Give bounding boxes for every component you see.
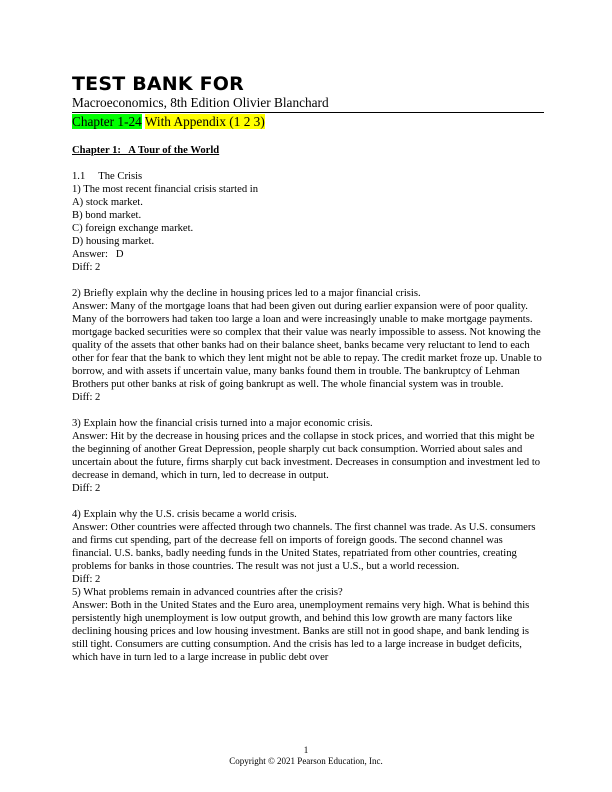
chapter-range — [72, 114, 544, 130]
answer-option: C) foreign exchange market. — [72, 223, 194, 234]
book-subtitle: Macroeconomics, 8th Edition Olivier Blanchard — [72, 95, 544, 113]
chapter-range-highlight: Chapter 1-24 — [72, 114, 142, 129]
test-bank-title: TEST BANK FOR — [72, 73, 244, 95]
difficulty: Diff: 2 — [72, 262, 101, 273]
question-text: 4) Explain why the U.S. crisis became a world crisis. — [72, 509, 297, 520]
difficulty: Diff: 2 — [72, 483, 101, 494]
chapter-heading: Chapter 1: A Tour of the World — [72, 145, 220, 156]
difficulty: Diff: 2 — [72, 574, 101, 585]
question-3 — [72, 417, 544, 495]
difficulty: Diff: 2 — [72, 392, 101, 403]
appendix-highlight: With Appendix (1 2 3) — [144, 114, 265, 129]
answer-text: Answer: Both in the United States and the Euro area, unemployment remains very high. What is behind this persistently high unemployment is low output growth, and behind this low growth are many factors like declining housing prices and low housing investment. Banks are still not in good shape, and bank lending is still tight. Consumers are cutting consumption. And the crisis has led to a large increase in budget deficits, which have in turn led to a large increase in public debt over — [72, 600, 530, 663]
answer-text: Answer: Many of the mortgage loans that had been given out during earlier expansion were of poor quality. Many of the borrowers had taken too large a loan and were increasingly unable to make mortgage payments. mortgage backed securities were so complex that their value was nearly impossible to assess. Not knowing the quality of the assets that other banks had on their balance sheet, banks became very reluctant to lend to each other for fear that the bank to which they lent might not be able to repay. The credit market froze up. Unable to borrow, and with assets if uncertain value, many banks found them in trouble. The bankruptcy of Lehman Brothers put other banks at risk of going bankrupt as well. The whole financial system was in trouble. — [72, 301, 542, 390]
answer-option: B) bond market. — [72, 210, 142, 221]
answer-option: D) housing market. — [72, 236, 155, 247]
question-text: 1) The most recent financial crisis started in — [72, 184, 259, 195]
question-text: 5) What problems remain in advanced countries after the crisis? — [72, 587, 343, 598]
question-4 — [72, 508, 544, 586]
answer-key: Answer: D — [72, 249, 124, 260]
question-1 — [72, 170, 544, 274]
page-number: 1 — [303, 745, 309, 755]
answer-text: Answer: Hit by the decrease in housing prices and the collapse in stock prices, and worried that this might be the beginning of another Great Depression, people sharply cut back consumption. Worried about sales and uncertain about the future, firms sharply cut back investment. Decreases in consumption and investment led to decrease in demand, which in turn, led to decrease in output. — [72, 431, 541, 481]
section-heading: 1.1 The Crisis — [72, 171, 143, 182]
copyright-notice: Copyright © 2021 Pearson Education, Inc. — [229, 756, 383, 766]
answer-text: Answer: Other countries were affected through two channels. The first channel was trade. As U.S. consumers and firms cut spending, part of the decrease fell on imports of foreign goods. The second channel was financial. U.S. banks, badly needing funds in the United States, repatriated from other countries, creating problems for banks in those countries. The result was not just a U.S., but a world recession. — [72, 522, 536, 572]
question-text: 3) Explain how the financial crisis turned into a major economic crisis. — [72, 418, 373, 429]
question-5 — [72, 586, 544, 664]
question-text: 2) Briefly explain why the decline in housing prices led to a major financial crisis. — [72, 288, 421, 299]
page-content — [72, 74, 544, 664]
answer-option: A) stock market. — [72, 197, 143, 208]
question-2 — [72, 287, 544, 404]
